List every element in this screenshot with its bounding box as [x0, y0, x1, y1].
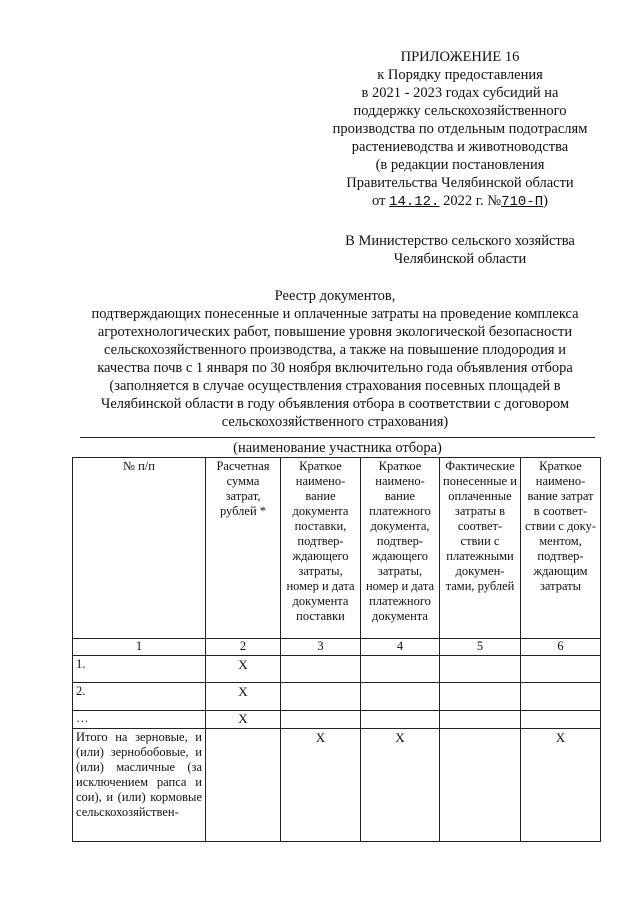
registry-line: Челябинской области в году объявления отбора в соответствии с договором: [100, 396, 570, 412]
table-cell: X: [281, 729, 361, 842]
header-cell: Краткое наимено-вание платежного документа, подтвер-ждающего затраты, номер и дата платежного документа: [361, 458, 440, 639]
date-year: 2022 г. №: [443, 193, 502, 209]
table-cell: [440, 683, 521, 711]
column-number: 3: [281, 639, 361, 656]
total-label: Итого на зерновые, и (или) зернобобовые, и (или) масличные (за исключением рапса и сои), и (или) кормовые сельскохозяйствен-: [73, 729, 206, 842]
appendix-line: растениеводства и животноводства: [351, 139, 569, 155]
table-row: [73, 656, 601, 683]
close-paren: ): [543, 193, 548, 209]
table-cell: [440, 711, 521, 729]
column-number: 1: [73, 639, 206, 656]
header-cell: Расчетная сумма затрат, рублей *: [206, 458, 281, 639]
date-stamp: 14.12.: [389, 194, 440, 210]
ministry-line: Челябинской области: [393, 251, 527, 267]
table-row-total: [73, 729, 601, 842]
table-cell: [361, 656, 440, 683]
table-cell: [281, 656, 361, 683]
table-cell: [361, 683, 440, 711]
appendix-line: к Порядку предоставления: [377, 67, 543, 83]
registry-title: [70, 287, 600, 431]
date-prefix: от: [372, 193, 386, 209]
table-cell: [281, 683, 361, 711]
participant-underline: [80, 437, 595, 438]
appendix-title: ПРИЛОЖЕНИЕ 16: [400, 49, 520, 65]
appendix-line: Правительства Челябинской области: [346, 175, 574, 191]
table-cell: [206, 729, 281, 842]
ministry-line: В Министерство сельского хозяйства: [345, 233, 575, 249]
registry-line: сельскохозяйственного страхования): [221, 414, 449, 430]
appendix-header: [310, 48, 610, 211]
row-number: 1.: [73, 656, 206, 683]
row-number: …: [73, 711, 206, 729]
table-header-row: [73, 458, 601, 639]
participant-caption: (наименование участника отбора): [233, 440, 442, 456]
table-cell: [440, 656, 521, 683]
number-stamp: 710-П: [501, 194, 544, 210]
registry-line: подтверждающих понесенные и оплаченные затраты на проведение комплекса: [91, 306, 579, 322]
table-row: [73, 711, 601, 729]
appendix-line: (в редакции постановления: [375, 157, 545, 173]
column-number: 6: [521, 639, 601, 656]
registry-line: агротехнологических работ, повышение уровня экологической безопасности: [97, 324, 573, 340]
appendix-line: производства по отдельным подотраслям: [332, 121, 588, 137]
table-cell: [521, 656, 601, 683]
appendix-line: в 2021 - 2023 годах субсидий на: [361, 85, 559, 101]
table-cell: [440, 729, 521, 842]
table-cell: X: [206, 711, 281, 729]
table-cell: X: [206, 683, 281, 711]
column-number: 5: [440, 639, 521, 656]
appendix-line: поддержку сельскохозяйственного: [353, 103, 567, 119]
column-number: 4: [361, 639, 440, 656]
table-cell: X: [206, 656, 281, 683]
ministry-address: [320, 232, 600, 268]
column-number-row: [73, 639, 601, 656]
row-number: 2.: [73, 683, 206, 711]
table-cell: [361, 711, 440, 729]
registry-line: Реестр документов,: [274, 288, 396, 304]
header-cell: Фактические понесенные и оплаченные затраты в соответ-ствии с платежными докумен-тами, рублей: [440, 458, 521, 639]
registry-line: (заполняется в случае осуществления страхования посевных площадей в: [109, 378, 561, 394]
registry-line: сельскохозяйственного производства, а также на повышение плодородия и: [104, 342, 566, 358]
table-cell: [281, 711, 361, 729]
table-cell: X: [361, 729, 440, 842]
header-cell: Краткое наимено-вание документа поставки, подтвер-ждающего затраты, номер и дата документа поставки: [281, 458, 361, 639]
registry-line: качества почв с 1 января по 30 ноября включительно года объявления отбора: [97, 360, 573, 376]
header-cell: Краткое наимено-вание затрат в соответ-ствии с доку-ментом, подтвер-ждающим затраты: [521, 458, 601, 639]
column-number: 2: [206, 639, 281, 656]
header-cell: № п/п: [73, 458, 206, 639]
table-cell: [521, 683, 601, 711]
registry-table: [72, 457, 601, 842]
table-row: [73, 683, 601, 711]
table-cell: [521, 711, 601, 729]
table-cell: X: [521, 729, 601, 842]
appendix-date-line: [310, 192, 610, 211]
